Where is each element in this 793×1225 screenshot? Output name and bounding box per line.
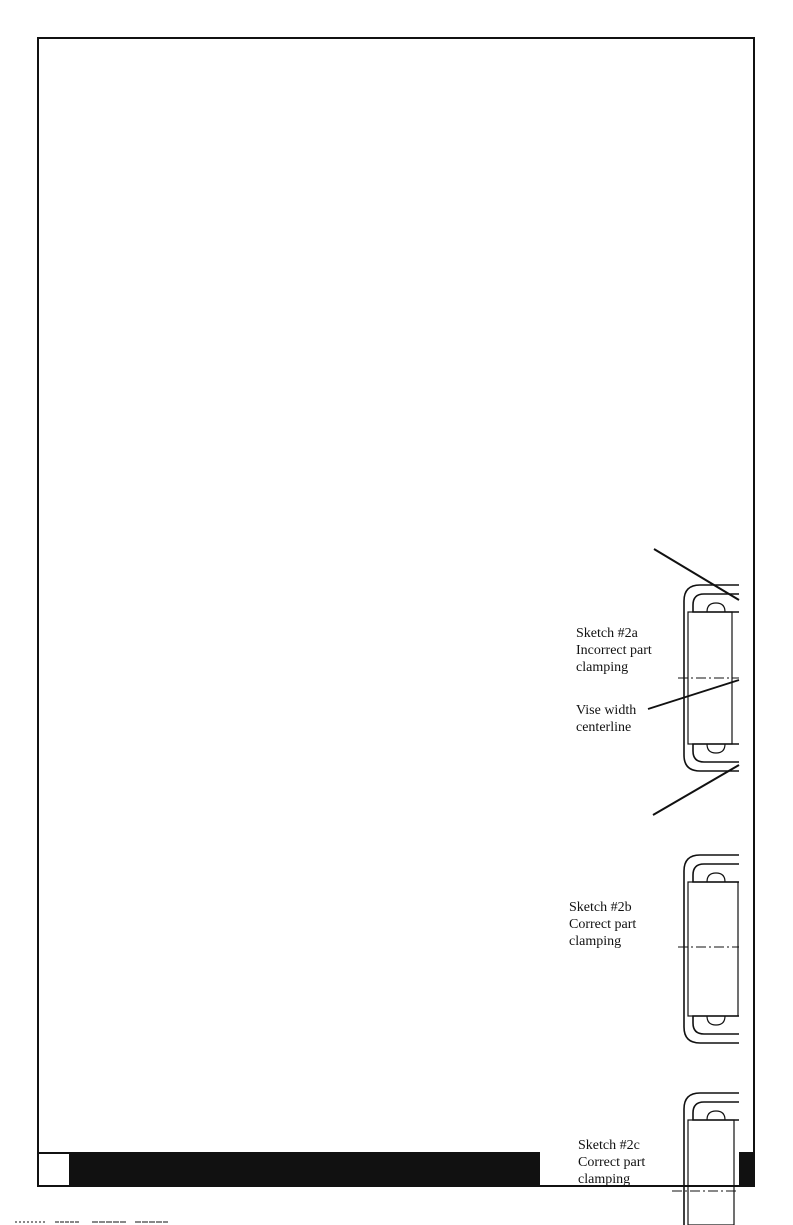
- footer-bar: [37, 1152, 540, 1187]
- sketch-2b-caption: Sketch #2b Correct part clamping: [569, 900, 637, 949]
- sketch-2a-caption: Sketch #2a Incorrect part clamping: [576, 626, 652, 675]
- page-number-tab: [37, 1152, 71, 1187]
- print-crop-marks: [0, 1219, 200, 1225]
- footer-bar-right: [739, 1152, 755, 1187]
- centerline-label: Vise width centerline: [576, 703, 637, 735]
- sketch-2c-caption: Sketch #2c Correct part clamping: [578, 1138, 646, 1187]
